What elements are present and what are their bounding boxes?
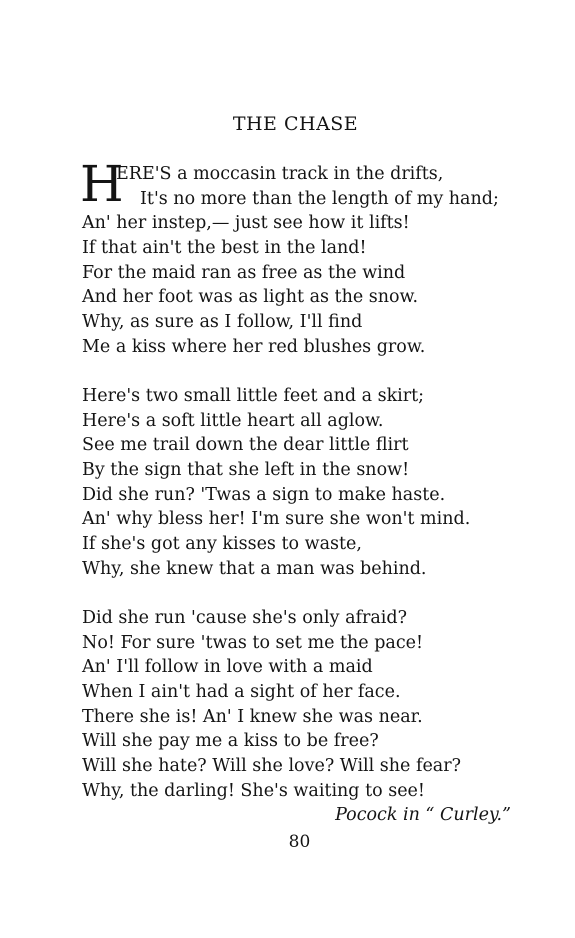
poem-line: By the sign that she left in the snow! [82, 460, 410, 481]
poem-line: And her foot was as light as the snow. [82, 287, 419, 308]
poem-line: No! For sure 'twas to set me the pace! [82, 632, 424, 653]
poem-line: It's no more than the length of my hand; [140, 188, 499, 209]
poem-line: Will she pay me a kiss to be free? [82, 731, 379, 752]
poem-line: If she's got any kisses to waste, [82, 534, 362, 555]
poem-line: An' her instep,— just see how it lifts! [82, 213, 410, 234]
stanza-3 [82, 606, 552, 804]
poem-line: Here's two small little feet and a skirt; [82, 386, 425, 406]
drop-cap-block [80, 155, 552, 213]
poem-line: See me trail down the dear little flirt [82, 435, 409, 456]
drop-cap-letter: H [80, 155, 124, 213]
poem-line: An' I'll follow in love with a maid [82, 657, 373, 678]
stanza-2 [82, 384, 552, 582]
poem-line: There she is! An' I knew she was near. [82, 706, 423, 727]
poem-line: ERE'S a moccasin track in the drifts, [116, 164, 444, 184]
poem-attribution: Pocock in “ Curley.” [335, 805, 511, 825]
poem-line: Why, the darling! She's waiting to see! [82, 780, 425, 801]
poem-title: THE CHASE [232, 113, 359, 135]
poem-line: If that ain't the best in the land! [82, 238, 367, 259]
page-number: 80 [288, 832, 311, 852]
poem-line: Did she run 'cause she's only afraid? [82, 608, 407, 628]
poem-line: Will she hate? Will she love? Will she fear? [82, 756, 461, 777]
poem-line: An' why bless her! I'm sure she won't mind. [82, 509, 471, 530]
poem-line: Why, as sure as I follow, I'll find [82, 312, 363, 333]
poem-line: Did she run? 'Twas a sign to make haste. [82, 484, 446, 505]
poem-line: When I ain't had a sight of her face. [82, 682, 401, 703]
poem-line: Me a kiss where her red blushes grow. [82, 336, 426, 357]
poem-line: Here's a soft little heart all aglow. [82, 410, 384, 431]
poem-line: For the maid ran as free as the wind [82, 262, 406, 283]
poem-line: Why, she knew that a man was behind. [82, 558, 427, 579]
stanza-1 [80, 155, 552, 360]
